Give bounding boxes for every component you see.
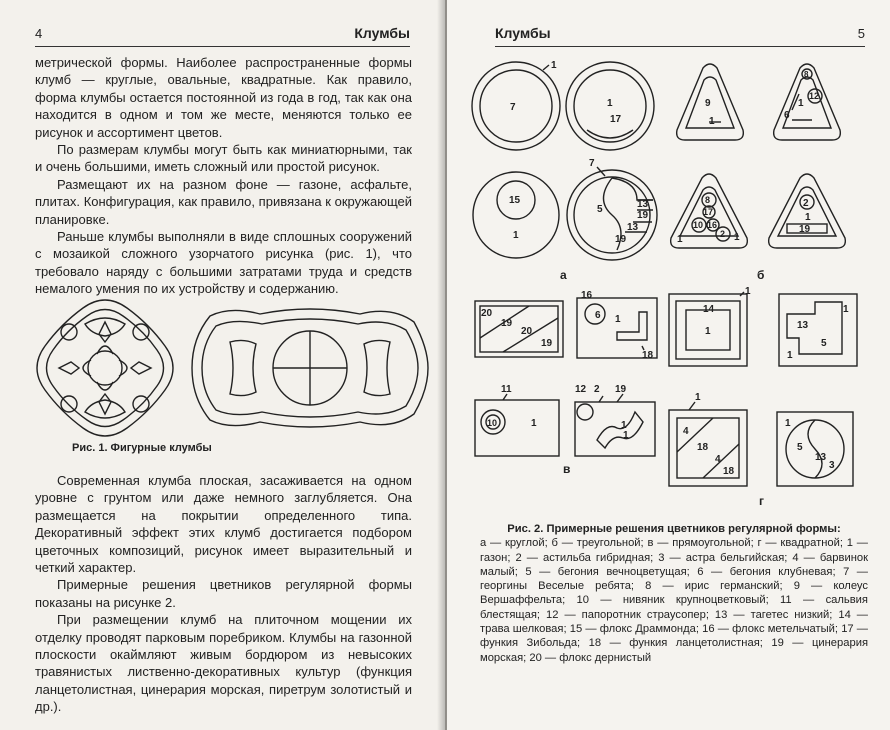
svg-text:1: 1 (513, 230, 519, 241)
svg-text:2: 2 (720, 229, 726, 239)
svg-text:1: 1 (785, 418, 791, 429)
svg-text:13: 13 (637, 199, 649, 210)
svg-text:6: 6 (595, 310, 601, 321)
svg-text:16: 16 (707, 220, 718, 230)
svg-text:8: 8 (804, 70, 809, 79)
svg-text:7: 7 (510, 102, 516, 113)
svg-text:1: 1 (798, 98, 804, 109)
square-bed-2 (779, 294, 857, 366)
svg-text:19: 19 (799, 224, 811, 235)
svg-text:13: 13 (815, 452, 827, 463)
svg-text:1: 1 (551, 60, 557, 71)
svg-text:2: 2 (803, 198, 809, 209)
oval-flowerbed (192, 309, 428, 427)
round-bed-1 (472, 60, 560, 150)
page-header (35, 22, 410, 47)
running-title: Клумбы (354, 25, 410, 41)
svg-text:15: 15 (509, 195, 521, 206)
svg-text:1: 1 (531, 418, 537, 429)
group-label-b: б (757, 268, 765, 282)
group-label-v: в (563, 462, 571, 476)
svg-text:10: 10 (487, 418, 498, 428)
paragraph: Примерные решения цветников регулярной формы показаны на рисунке 2. (35, 577, 412, 610)
round-bed-3 (473, 172, 559, 258)
svg-text:9: 9 (705, 98, 711, 109)
figure-2-title: Рис. 2. Примерные решения цветников регулярной формы: (507, 523, 841, 535)
svg-text:4: 4 (715, 454, 721, 465)
svg-text:1: 1 (621, 420, 627, 431)
body-text-top (35, 54, 412, 298)
svg-text:1: 1 (734, 232, 740, 243)
svg-text:6: 6 (784, 110, 790, 121)
svg-text:18: 18 (723, 466, 735, 477)
right-page (447, 0, 890, 730)
rect-bed-2 (577, 290, 657, 361)
svg-text:20: 20 (481, 308, 493, 319)
svg-text:13: 13 (797, 320, 809, 331)
svg-text:18: 18 (642, 350, 654, 361)
svg-text:2: 2 (594, 384, 600, 395)
svg-text:1: 1 (787, 350, 793, 361)
rect-bed-3 (475, 384, 559, 456)
svg-text:12: 12 (575, 384, 587, 395)
figure-2-drawing (447, 50, 890, 520)
svg-text:13: 13 (627, 222, 639, 233)
svg-text:12: 12 (809, 91, 820, 101)
svg-text:17: 17 (703, 207, 714, 217)
ornamental-flowerbed (37, 300, 173, 436)
group-label-a: а (560, 268, 567, 282)
svg-text:19: 19 (541, 338, 553, 349)
svg-text:19: 19 (615, 384, 627, 395)
svg-text:1: 1 (843, 304, 849, 315)
svg-text:16: 16 (581, 290, 593, 301)
group-label-g: г (759, 494, 764, 508)
round-bed-2 (566, 62, 654, 150)
svg-text:5: 5 (821, 338, 827, 349)
round-bed-4 (567, 158, 657, 260)
svg-text:4: 4 (683, 426, 689, 437)
running-title: Клумбы (495, 25, 551, 41)
figure-1-drawing (30, 298, 430, 438)
figure-2-legend-text: а — круглой; б — треугольной; в — прямоугольной; г — квадратной; 1 — газон; 2 — астильба гибридная; 3 — астра бельгийская; 4 — барвинок малый; 5 — бегония вечноцветущая; 6 — бегония клубневая; 7 — георгины Веселые ребята; 8 — ирис германский; 9 — колеус Вершаффельта; 10 — нивяник крупноцветковый; 11 — сальвия блестящая; 12 — папоротник страусопер; 13 — тагетес низкий; 14 — трава шелковая; 15 — флокс Драммонда; 16 — флокс метельчатый; 17 — функия Зибольда; 18 — функия ланцетолистная; 19 — цинерария морская; 20 — флокс дернистый (480, 537, 868, 664)
svg-text:1: 1 (709, 116, 715, 127)
square-bed-4 (777, 412, 853, 486)
svg-text:1: 1 (805, 212, 811, 223)
svg-text:10: 10 (693, 220, 704, 230)
body-text-bottom (35, 472, 412, 716)
svg-text:1: 1 (615, 314, 621, 325)
svg-text:11: 11 (501, 384, 512, 395)
square-bed-1 (669, 286, 751, 366)
paragraph: Раньше клумбы выполняли в виде сплошных сооружений с мозаикой сложного узорчатого рисунка (рис. 1), что требовало наряду с большими затратами труда и средств немалого умения по их устройству и содержанию. (35, 229, 412, 297)
svg-text:1: 1 (677, 234, 683, 245)
rect-bed-4 (575, 384, 655, 456)
svg-text:1: 1 (623, 430, 629, 441)
svg-text:1: 1 (745, 286, 751, 297)
triangle-bed-3 (671, 174, 748, 248)
svg-text:17: 17 (610, 114, 622, 125)
square-bed-3 (669, 392, 747, 486)
svg-text:5: 5 (597, 204, 603, 215)
page-number: 4 (35, 26, 43, 41)
paragraph: Современная клумба плоская, засаживается на одном уровне с грунтом или даже немного заглубляется. Она размещается на покрытии определенного типа. Декоративный эффект этих клумб достигается подбором цветочных композиций, рисунок имеет выразительный и четкий характер. (35, 473, 412, 576)
svg-text:19: 19 (637, 210, 649, 221)
svg-text:1: 1 (607, 98, 613, 109)
paragraph: При размещении клумб на плиточном мощении их отделку проводят парковым поребриком. Клумбы на газонной плоскости окаймляют живым бордюром из невысоких травянистых лиственно-декоративных культур (функция ланцетолистная, цинерария морская, пиретрум золотистый и др.). (35, 612, 412, 715)
svg-text:19: 19 (615, 234, 627, 245)
page-header (495, 22, 865, 47)
svg-text:3: 3 (829, 460, 835, 471)
triangle-bed-2 (774, 64, 841, 140)
triangle-bed-4 (769, 174, 846, 248)
figure-2-legend (480, 522, 868, 665)
svg-text:8: 8 (705, 195, 711, 205)
paragraph: По размерам клумбы могут быть как миниатюрными, так и очень большими, иметь сложный или простой рисунок. (35, 142, 412, 175)
svg-text:7: 7 (589, 158, 595, 169)
paragraph: метрической формы. Наиболее распространенные формы клумб — круглые, овальные, квадратные. Как правило, форма клумбы остается постоянной из года в год, так как она находится в одном и том же месте, меняются только ее рисунок и ассортимент цветов. (35, 55, 412, 140)
svg-text:1: 1 (695, 392, 701, 403)
svg-text:5: 5 (797, 442, 803, 453)
figure-1-caption: Рис. 1. Фигурные клумбы (72, 442, 212, 454)
page-number: 5 (857, 26, 865, 41)
svg-text:18: 18 (697, 442, 709, 453)
paragraph: Размещают их на разном фоне — газоне, асфальте, плитах. Конфигурация, как правило, привязана к окружающей планировке. (35, 176, 412, 227)
svg-text:19: 19 (501, 318, 513, 329)
rect-bed-1 (475, 301, 563, 357)
svg-text:14: 14 (703, 304, 715, 315)
svg-text:20: 20 (521, 326, 533, 337)
svg-text:1: 1 (705, 326, 711, 337)
triangle-bed-1 (677, 64, 744, 140)
